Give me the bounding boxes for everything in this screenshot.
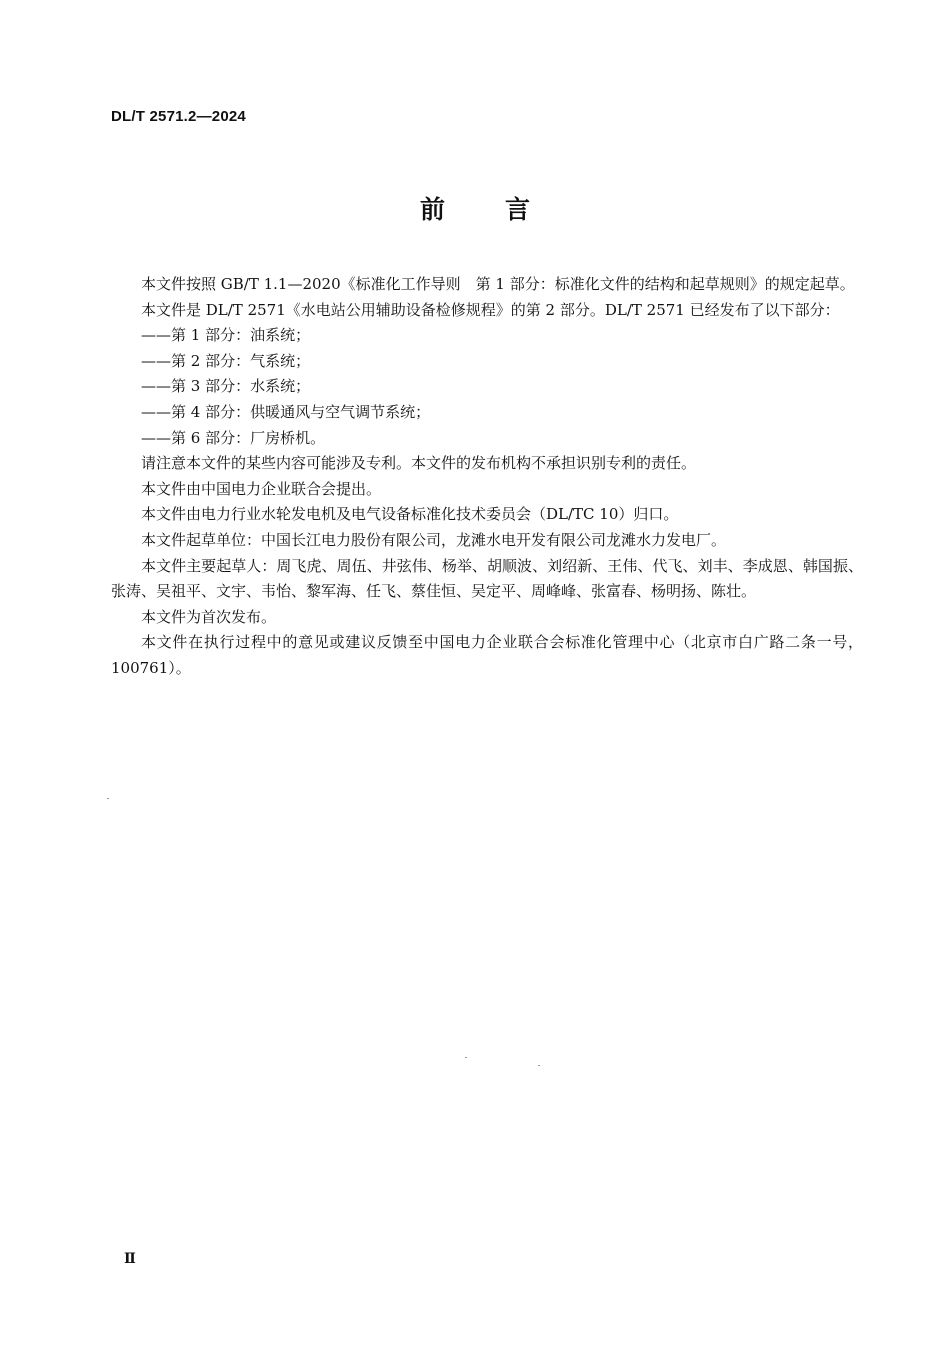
paragraph-series-intro: 本文件是 DL/T 2571《水电站公用辅助设备检修规程》的第 2 部分。DL/T 2571 已经发布了以下部分： [141, 300, 840, 319]
paragraph-feedback: 本文件在执行过程中的意见或建议反馈至中国电力企业联合会标准化管理中心（北京市白广路二条一号，100761）。 [111, 633, 863, 677]
paragraph-drafting-units: 本文件起草单位：中国长江电力股份有限公司，龙滩水电开发有限公司龙滩水力发电厂。 [141, 530, 727, 549]
list-item: ——第 3 部分：水系统； [141, 377, 311, 396]
paragraph-drafting-basis: 本文件按照 GB/T 1.1—2020《标准化工作导则 第 1 部分：标准化文件的结构和起草规则》的规定起草。 [141, 275, 855, 293]
list-item: ——第 4 部分：供暖通风与空气调节系统； [141, 402, 431, 421]
paragraph-committee: 本文件由电力行业水轮发电机及电气设备标准化技术委员会（DL/TC 10）归口。 [141, 505, 679, 524]
paragraph-drafters: 本文件主要起草人：周飞虎、周伍、井弦伟、杨举、胡顺波、刘绍新、王伟、代飞、刘丰、李成恩、韩国振、张涛、吴祖平、文宇、韦怡、黎军海、任飞、蔡佳恒、吴定平、周峰峰、张富春、杨明扬、陈壮。 [111, 556, 863, 601]
paragraph-first-release: 本文件为首次发布。 [141, 607, 277, 626]
page-title: 前言 [419, 195, 590, 224]
list-item: ——第 1 部分：油系统； [141, 326, 311, 345]
document-code: DL/T 2571.2—2024 [111, 108, 246, 125]
scan-speck [538, 1065, 540, 1066]
page-number: Ⅱ [124, 1251, 136, 1267]
list-item: ——第 2 部分：气系统； [141, 351, 311, 370]
document-body [111, 272, 863, 682]
paragraph-patent-notice: 请注意本文件的某些内容可能涉及专利。本文件的发布机构不承担识别专利的责任。 [141, 454, 697, 473]
scan-speck [465, 1057, 467, 1058]
paragraph-proposer: 本文件由中国电力企业联合会提出。 [141, 479, 382, 498]
scan-speck [107, 798, 109, 799]
list-item: ——第 6 部分：厂房桥机。 [141, 428, 326, 447]
